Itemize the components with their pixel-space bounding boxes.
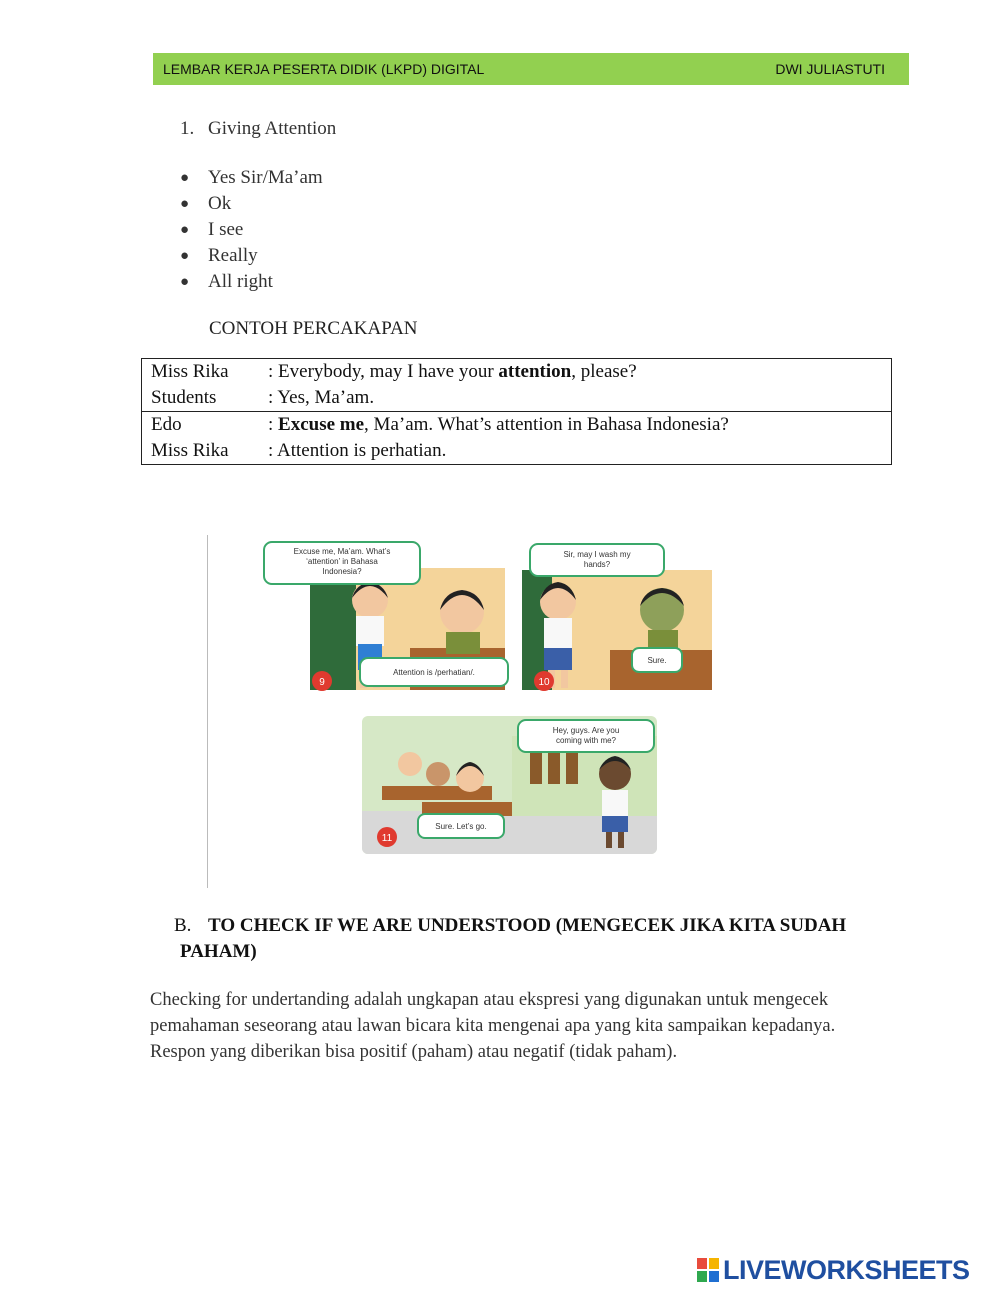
header-title: LEMBAR KERJA PESERTA DIDIK (LKPD) DIGITAL (163, 61, 485, 77)
liveworksheets-logo[interactable] (697, 1256, 970, 1284)
section-1-number: 1. (180, 118, 195, 139)
speaker: Miss Rika (151, 361, 229, 382)
bubble-text: Indonesia? (322, 567, 362, 576)
table-row (142, 359, 891, 385)
table-row (142, 385, 891, 411)
speaker: Edo (151, 414, 182, 435)
bubble-text: Sure. Let’s go. (435, 822, 487, 831)
section-1-title: Giving Attention (208, 118, 337, 139)
divider-line (207, 535, 208, 888)
header-author: DWI JULIASTUTI (775, 61, 885, 77)
section-b-title-line2: PAHAM) (180, 941, 257, 962)
bubble-text: Sir, may I wash my (563, 550, 631, 559)
panel-number: 10 (538, 677, 550, 688)
logo-text: LIVEWORKSHEETS (723, 1254, 970, 1285)
logo-icon (697, 1258, 719, 1282)
table-row (142, 438, 891, 464)
paragraph-line: pemahaman seseorang atau lawan bicara kita mengenai apa yang kita sampaikan kepadanya. (150, 1016, 836, 1036)
header-bar (153, 53, 909, 85)
panel-number: 9 (319, 677, 325, 688)
bubble-text: ‘attention’ in Bahasa (306, 557, 378, 566)
bubble-text: coming with me? (555, 736, 617, 745)
paragraph-line: Respon yang diberikan bisa positif (paham) atau negatif (tidak paham). (150, 1042, 678, 1062)
section-b-title-line1: TO CHECK IF WE ARE UNDERSTOOD (MENGECEK JIKA KITA SUDAH (208, 915, 847, 936)
section-b-heading (174, 913, 894, 965)
paragraph-line: Checking for undertanding adalah ungkapan atau ekspresi yang digunakan untuk mengecek (150, 990, 829, 1010)
bubble-text: Excuse me, Ma’am. What’s (293, 547, 391, 556)
example-heading: CONTOH PERCAKAPAN (209, 318, 418, 339)
list-item: ● Yes Sir/Ma’am (176, 165, 323, 191)
section-1-heading (180, 118, 336, 140)
bullet-icon: ● (180, 274, 190, 290)
comic-panel-10 (520, 540, 715, 695)
bubble-text: Attention is /perhatian/. (393, 668, 475, 677)
comic-panel-9 (260, 540, 510, 695)
explanation-paragraph (150, 987, 910, 1065)
utterance: : Excuse me, Ma’am. What’s attention in Bahasa Indonesia? (268, 414, 729, 435)
section-b-label: B. (174, 915, 192, 936)
utterance: : Attention is perhatian. (268, 440, 447, 461)
list-item: ● Really (176, 243, 323, 269)
dialog-group-2 (142, 412, 891, 464)
bubble-text: Hey, guys. Are you (552, 726, 620, 735)
bubble-text: Sure. (647, 656, 667, 665)
comic-panel-11 (362, 716, 657, 854)
table-row (142, 412, 891, 438)
dialog-group-1 (142, 359, 891, 412)
bullet-icon: ● (180, 196, 190, 212)
list-item: ● All right (176, 269, 323, 295)
list-item: ● Ok (176, 191, 323, 217)
speaker: Students (151, 387, 217, 408)
bullet-icon: ● (180, 222, 190, 238)
utterance: : Yes, Ma’am. (268, 387, 375, 408)
bullet-icon: ● (180, 248, 190, 264)
expression-list (176, 165, 323, 295)
bullet-icon: ● (180, 170, 190, 186)
list-item: ● I see (176, 217, 323, 243)
panel-number: 11 (381, 833, 393, 844)
utterance: : Everybody, may I have your attention, please? (268, 361, 637, 382)
speaker: Miss Rika (151, 440, 229, 461)
bubble-text: hands? (583, 560, 611, 569)
dialog-table (141, 358, 892, 465)
